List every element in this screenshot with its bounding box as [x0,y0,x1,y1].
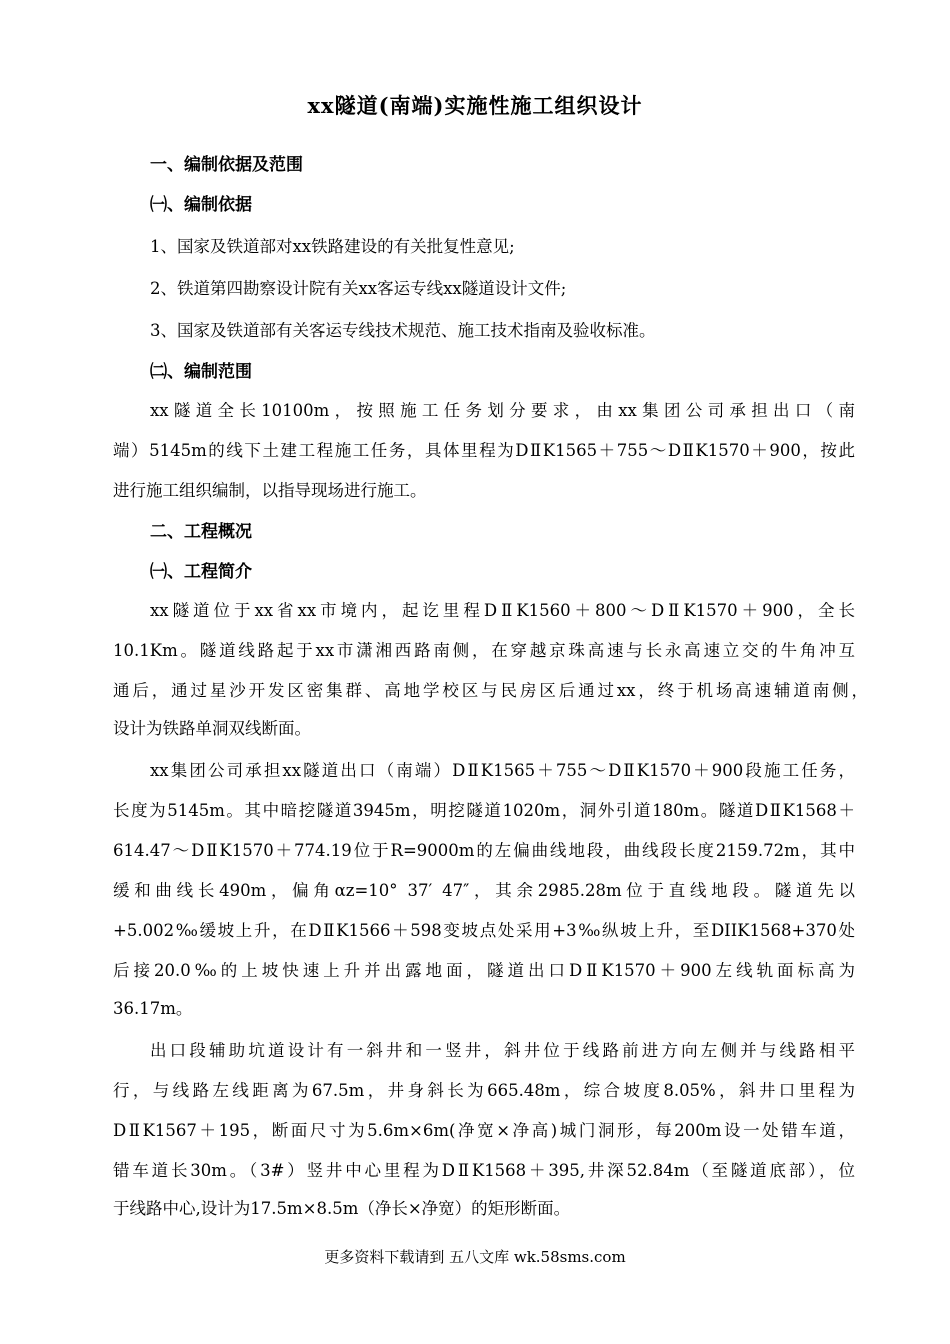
subsection-heading-basis: ㈠、编制依据 [150,195,252,215]
section-heading-1: 一、编制依据及范围 [150,155,303,175]
page-footer: 更多资料下载请到 五八文库 wk.58sms.com [324,1248,626,1266]
paragraph-line: xx集团公司承担xx隧道出口（南端）DⅡK1565＋755～DⅡK1570＋900段施工任务， [150,761,855,780]
paragraph-line: 出口段辅助坑道设计有一斜井和一竖井，斜井位于线路前进方向左侧并与线路相平 [150,1041,855,1060]
paragraph-line: 行，与线路左线距离为67.5m，井身斜长为665.48m，综合坡度8.05%，斜井口里程为 [113,1081,855,1100]
paragraph-line: 于线路中心,设计为17.5m×8.5m（净长×净宽）的矩形断面。 [113,1199,571,1218]
paragraph-line: 设计为铁路单洞双线断面。 [113,719,311,738]
paragraph-line: 36.17m。 [113,999,193,1018]
paragraph-line: 10.1Km。隧道线路起于xx市潇湘西路南侧，在穿越京珠高速与长永高速立交的牛角冲互 [113,641,855,660]
page-title: xx隧道(南端)实施性施工组织设计 [307,93,643,118]
paragraph-line: 长度为5145m。其中暗挖隧道3945m，明挖隧道1020m，洞外引道180m。隧道DⅡK1568＋ [113,801,855,820]
section-heading-2: 二、工程概况 [150,522,252,542]
paragraph-line: xx隧道位于xx省xx市境内，起讫里程DⅡK1560＋800～DⅡK1570＋900，全长 [150,601,855,620]
paragraph-line: 后接20.0‰的上坡快速上升并出露地面，隧道出口DⅡK1570＋900左线轨面标高为 [113,961,855,980]
basis-item: 3、国家及铁道部有关客运专线技术规范、施工技术指南及验收标准。 [150,321,656,340]
basis-item: 2、铁道第四勘察设计院有关xx客运专线xx隧道设计文件; [150,279,567,298]
paragraph-line: 614.47～DⅡK1570＋774.19位于R=9000m的左偏曲线地段，曲线段长度2159.72m，其中 [113,841,855,860]
scope-line: 端）5145m的线下土建工程施工任务，具体里程为DⅡK1565＋755～DⅡK1570＋900，按此 [113,441,855,460]
scope-line: xx隧道全长10100m，按照施工任务划分要求，由xx集团公司承担出口（南 [150,401,855,420]
subsection-heading-scope: ㈡、编制范围 [150,362,252,382]
paragraph-line: DⅡK1567＋195，断面尺寸为5.6m×6m(净宽×净高)城门洞形，每200m设一处错车道， [113,1121,855,1140]
scope-line: 进行施工组织编制，以指导现场进行施工。 [113,481,427,500]
paragraph-line: 缓和曲线长490m，偏角αz=10° 37′ 47″，其余2985.28m位于直线地段。隧道先以 [113,881,855,900]
paragraph-line: 通后，通过星沙开发区密集群、高地学校区与民房区后通过xx，终于机场高速辅道南侧， [113,681,868,700]
paragraph-line: +5.002‰缓坡上升，在DⅡK1566＋598变坡点处采用+3‰纵坡上升，至DIIK1568+370处 [113,921,855,940]
subsection-heading-intro: ㈠、工程简介 [150,562,252,582]
paragraph-line: 错车道长30m。（3#）竖井中心里程为DⅡK1568＋395,井深52.84m（至隧道底部），位 [113,1161,855,1180]
basis-item: 1、国家及铁道部对xx铁路建设的有关批复性意见; [150,237,515,256]
